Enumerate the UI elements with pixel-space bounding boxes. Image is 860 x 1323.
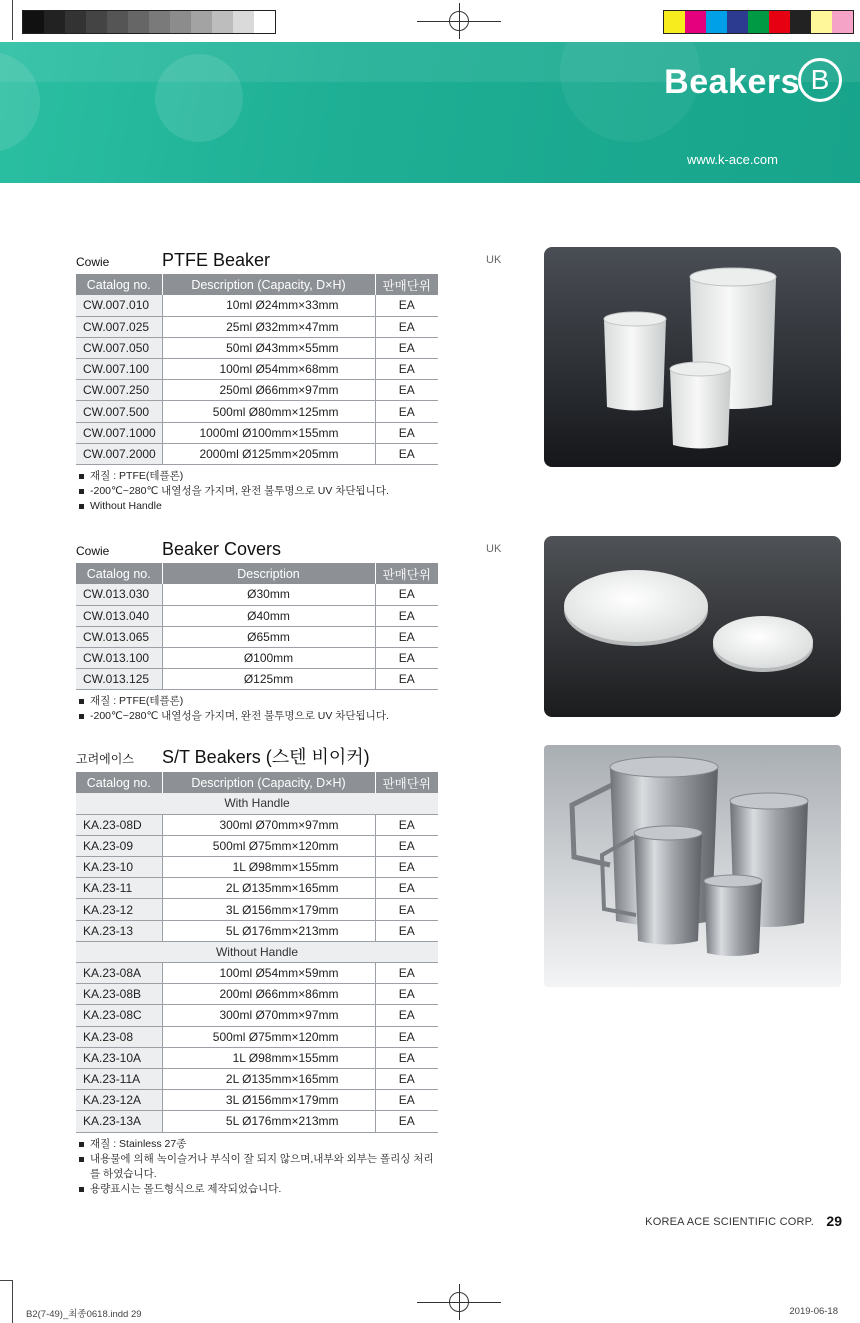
- sales-unit: EA: [375, 1111, 438, 1132]
- page-number: 29: [826, 1213, 842, 1229]
- product-title: S/T Beakers (스텐 비이커): [162, 747, 370, 767]
- catalog-no: KA.23-13: [76, 920, 162, 941]
- catalog-no: KA.23-10A: [76, 1047, 162, 1068]
- description: 2000ml Ø125mm×205mm: [162, 443, 375, 464]
- description: 25ml Ø32mm×47mm: [162, 316, 375, 337]
- table-row: [76, 584, 438, 605]
- description: 2L Ø135mm×165mm: [162, 878, 375, 899]
- table-row: [76, 337, 438, 358]
- section-beaker-covers: [76, 533, 502, 724]
- notes-list: [76, 694, 438, 724]
- note-item: 용량표시는 몰드형식으로 제작되었습니다.: [76, 1182, 438, 1197]
- group-label: With Handle: [76, 793, 438, 814]
- sales-unit: EA: [375, 920, 438, 941]
- table-row: [76, 1090, 438, 1111]
- description: 500ml Ø80mm×125mm: [162, 401, 375, 422]
- catalog-no: KA.23-09: [76, 835, 162, 856]
- origin-label: UK: [486, 543, 502, 555]
- origin-label: UK: [486, 254, 502, 266]
- sales-unit: EA: [375, 626, 438, 647]
- table-row: [76, 857, 438, 878]
- column-header: 판매단위: [375, 274, 438, 295]
- column-header: 판매단위: [375, 563, 438, 584]
- sales-unit: EA: [375, 963, 438, 984]
- table-row: [76, 295, 438, 316]
- sales-unit: EA: [375, 1047, 438, 1068]
- catalog-no: CW.007.025: [76, 316, 162, 337]
- description: 100ml Ø54mm×59mm: [162, 963, 375, 984]
- description: 300ml Ø70mm×97mm: [162, 1005, 375, 1026]
- note-item: 재질 : PTFE(테플론): [76, 694, 438, 709]
- notes-list: [76, 469, 438, 514]
- sales-unit: EA: [375, 1026, 438, 1047]
- table-row: [76, 899, 438, 920]
- description: 5L Ø176mm×213mm: [162, 920, 375, 941]
- crop-mark: [12, 1280, 13, 1323]
- table-row: [76, 835, 438, 856]
- catalog-no: KA.23-08: [76, 1026, 162, 1047]
- sales-unit: EA: [375, 814, 438, 835]
- description: 100ml Ø54mm×68mm: [162, 359, 375, 380]
- sales-unit: EA: [375, 359, 438, 380]
- registration-mark-top: [417, 3, 501, 39]
- sales-unit: EA: [375, 857, 438, 878]
- section-st-beakers: [76, 742, 438, 1197]
- note-item: -200℃~280℃ 내열성을 가지며, 완전 불투명으로 UV 차단됩니다.: [76, 484, 438, 499]
- grayscale-calibration-bar: [22, 10, 276, 34]
- catalog-no: CW.007.100: [76, 359, 162, 380]
- catalog-no: CW.013.065: [76, 626, 162, 647]
- sales-unit: EA: [375, 984, 438, 1005]
- catalog-no: KA.23-08B: [76, 984, 162, 1005]
- catalog-no: CW.013.030: [76, 584, 162, 605]
- print-slug: B2(7-49)_최종0618.indd 29: [26, 1309, 142, 1320]
- ptfe-beaker-photo: [544, 247, 841, 467]
- company-name: KOREA ACE SCIENTIFIC CORP.: [645, 1216, 814, 1228]
- table-row: [76, 380, 438, 401]
- description: 200ml Ø66mm×86mm: [162, 984, 375, 1005]
- table-row: [76, 401, 438, 422]
- color-calibration-bar: [663, 10, 854, 34]
- catalog-no: CW.007.1000: [76, 422, 162, 443]
- table-row: [76, 1068, 438, 1089]
- catalog-no: KA.23-12A: [76, 1090, 162, 1111]
- description: Ø100mm: [162, 648, 375, 669]
- column-header: 판매단위: [375, 772, 438, 793]
- stainless-beakers-photo: [544, 745, 841, 987]
- table-row: [76, 605, 438, 626]
- sales-unit: EA: [375, 899, 438, 920]
- table-row: [76, 1047, 438, 1068]
- sales-unit: EA: [375, 443, 438, 464]
- catalog-no: CW.007.500: [76, 401, 162, 422]
- sales-unit: EA: [375, 669, 438, 690]
- description: 300ml Ø70mm×97mm: [162, 814, 375, 835]
- table-row: [76, 626, 438, 647]
- sales-unit: EA: [375, 380, 438, 401]
- crop-mark: [0, 1280, 12, 1281]
- group-label: Without Handle: [76, 941, 438, 962]
- table-row: [76, 422, 438, 443]
- table-row: [76, 648, 438, 669]
- sales-unit: EA: [375, 1005, 438, 1026]
- sales-unit: EA: [375, 316, 438, 337]
- table-row: [76, 920, 438, 941]
- brand-label: Cowie: [76, 255, 110, 269]
- description: 2L Ø135mm×165mm: [162, 1068, 375, 1089]
- section-ptfe-beaker: [76, 244, 502, 514]
- table-row: [76, 1111, 438, 1132]
- sales-unit: EA: [375, 878, 438, 899]
- sales-unit: EA: [375, 605, 438, 626]
- brand-label: 고려에이스: [76, 752, 134, 766]
- sales-unit: EA: [375, 584, 438, 605]
- catalog-no: CW.013.040: [76, 605, 162, 626]
- brand-label: Cowie: [76, 544, 110, 558]
- description: 1L Ø98mm×155mm: [162, 857, 375, 878]
- note-item: 재질 : PTFE(테플론): [76, 469, 438, 484]
- description: Ø125mm: [162, 669, 375, 690]
- description: Ø40mm: [162, 605, 375, 626]
- catalog-no: KA.23-11A: [76, 1068, 162, 1089]
- table-row: [76, 669, 438, 690]
- table-row: [76, 359, 438, 380]
- group-header-row: [76, 793, 438, 814]
- sales-unit: EA: [375, 1068, 438, 1089]
- print-date: 2019-06-18: [789, 1306, 838, 1317]
- catalog-no: KA.23-10: [76, 857, 162, 878]
- page-title: Beakers: [664, 63, 800, 101]
- group-header-row: [76, 941, 438, 962]
- description: 50ml Ø43mm×55mm: [162, 337, 375, 358]
- description: Ø30mm: [162, 584, 375, 605]
- note-item: -200℃~280℃ 내열성을 가지며, 완전 불투명으로 UV 차단됩니다.: [76, 709, 438, 724]
- table-row: [76, 963, 438, 984]
- crop-mark: [12, 0, 13, 40]
- product-title: Beaker Covers: [162, 539, 282, 559]
- column-header: Description: [162, 563, 375, 584]
- column-header: Catalog no.: [76, 274, 162, 295]
- sales-unit: EA: [375, 648, 438, 669]
- section-letter-badge: B: [798, 58, 842, 102]
- catalog-no: CW.007.050: [76, 337, 162, 358]
- sales-unit: EA: [375, 337, 438, 358]
- catalog-no: KA.23-11: [76, 878, 162, 899]
- note-item: Without Handle: [76, 499, 438, 514]
- catalog-no: CW.007.2000: [76, 443, 162, 464]
- description: 5L Ø176mm×213mm: [162, 1111, 375, 1132]
- table-row: [76, 1026, 438, 1047]
- description: 3L Ø156mm×179mm: [162, 1090, 375, 1111]
- catalog-no: KA.23-08C: [76, 1005, 162, 1026]
- spec-table-beaker-covers: [76, 563, 438, 690]
- sales-unit: EA: [375, 401, 438, 422]
- description: 500ml Ø75mm×120mm: [162, 1026, 375, 1047]
- description: 250ml Ø66mm×97mm: [162, 380, 375, 401]
- description: 10ml Ø24mm×33mm: [162, 295, 375, 316]
- spec-table-st-beakers: [76, 772, 438, 1133]
- catalog-no: CW.013.125: [76, 669, 162, 690]
- spec-table-ptfe-beaker: [76, 274, 438, 465]
- column-header: Catalog no.: [76, 563, 162, 584]
- sales-unit: EA: [375, 1090, 438, 1111]
- description: Ø65mm: [162, 626, 375, 647]
- note-item: 내용물에 의해 녹이슬거나 부식이 잘 되지 않으며,내부와 외부는 폴리싱 처리를 하였습니다.: [76, 1152, 438, 1182]
- description: 1L Ø98mm×155mm: [162, 1047, 375, 1068]
- product-title: PTFE Beaker: [162, 250, 271, 270]
- table-row: [76, 878, 438, 899]
- description: 3L Ø156mm×179mm: [162, 899, 375, 920]
- table-row: [76, 1005, 438, 1026]
- catalog-no: KA.23-13A: [76, 1111, 162, 1132]
- beaker-covers-photo: [544, 536, 841, 717]
- registration-mark-bottom: [417, 1284, 501, 1320]
- catalog-no: KA.23-08A: [76, 963, 162, 984]
- catalog-no: KA.23-12: [76, 899, 162, 920]
- column-header: Catalog no.: [76, 772, 162, 793]
- catalog-no: KA.23-08D: [76, 814, 162, 835]
- column-header: Description (Capacity, D×H): [162, 772, 375, 793]
- table-row: [76, 984, 438, 1005]
- catalog-no: CW.013.100: [76, 648, 162, 669]
- sales-unit: EA: [375, 295, 438, 316]
- sales-unit: EA: [375, 835, 438, 856]
- catalog-no: CW.007.010: [76, 295, 162, 316]
- notes-list: [76, 1137, 438, 1197]
- catalog-no: CW.007.250: [76, 380, 162, 401]
- description: 1000ml Ø100mm×155mm: [162, 422, 375, 443]
- website-url[interactable]: www.k-ace.com: [686, 152, 778, 167]
- sales-unit: EA: [375, 422, 438, 443]
- table-row: [76, 814, 438, 835]
- note-item: 재질 : Stainless 27종: [76, 1137, 438, 1152]
- column-header: Description (Capacity, D×H): [162, 274, 375, 295]
- table-row: [76, 316, 438, 337]
- table-row: [76, 443, 438, 464]
- description: 500ml Ø75mm×120mm: [162, 835, 375, 856]
